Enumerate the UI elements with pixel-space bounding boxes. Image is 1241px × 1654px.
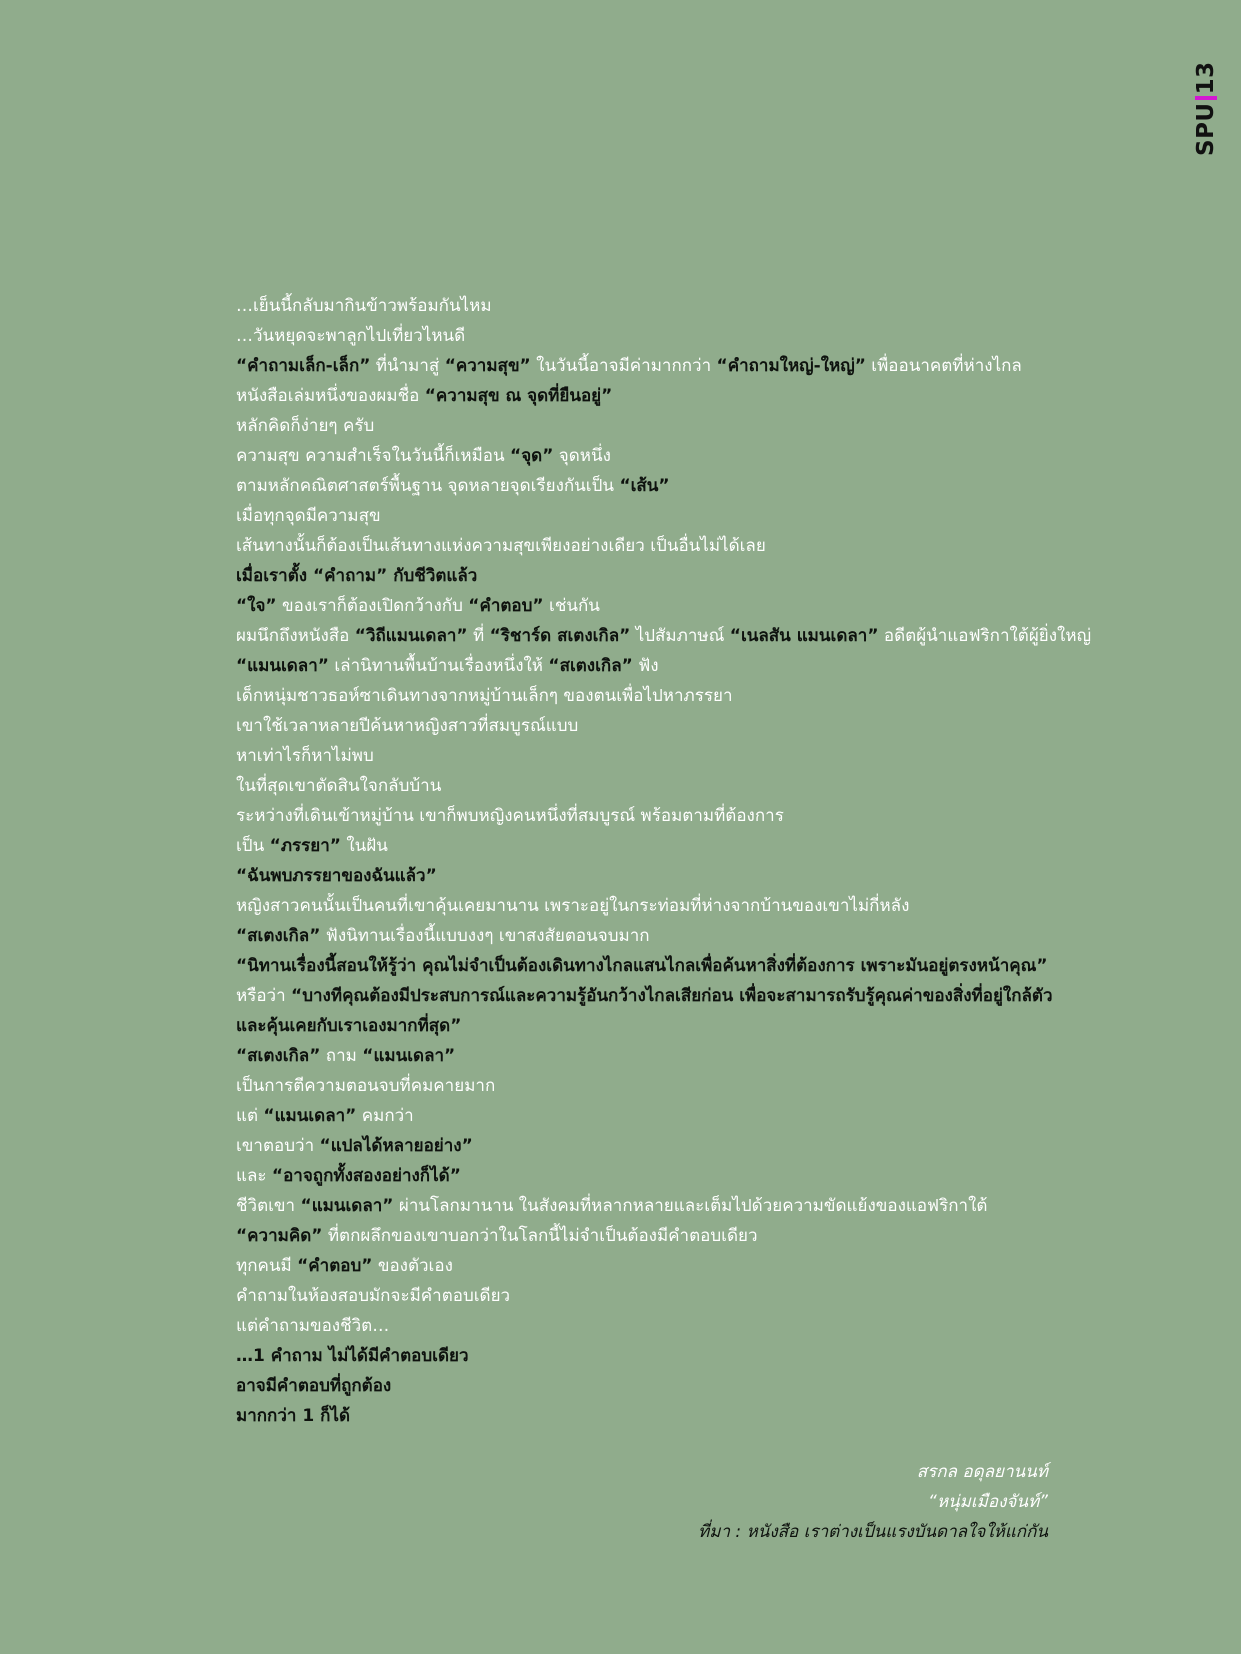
emphasis-text: “คำตอบ” bbox=[297, 1256, 373, 1276]
body-text: ที่ตกผลึกของเขาบอกว่าในโลกนี้ไม่จำเป็นต้องมีคำตอบเดียว bbox=[322, 1226, 758, 1246]
body-text: และ bbox=[236, 1166, 272, 1186]
body-text: แต่คำถามของชีวิต… bbox=[236, 1316, 390, 1336]
article-line bbox=[236, 321, 1066, 351]
article-line bbox=[236, 951, 1066, 981]
body-text: ในที่สุดเขาตัดสินใจกลับบ้าน bbox=[236, 776, 442, 796]
body-text: ของเราก็ต้องเปิดกว้างกับ bbox=[276, 596, 469, 616]
article-line bbox=[236, 1101, 1066, 1131]
body-text: เป็น bbox=[236, 836, 270, 856]
body-text: หาเท่าไรก็หาไม่พบ bbox=[236, 746, 374, 766]
body-text: ฟังนิทานเรื่องนี้แบบงงๆ เขาสงสัยตอนจบมาก bbox=[320, 926, 650, 946]
body-text: แต่ bbox=[236, 1106, 264, 1126]
body-text: ที่ bbox=[467, 626, 490, 646]
emphasis-text: “ใจ” bbox=[236, 596, 277, 616]
emphasis-text: “แมนเดลา” bbox=[362, 1046, 456, 1066]
body-text: ในวันนี้อาจมีค่ามากกว่า bbox=[530, 356, 717, 376]
body-text: ฟัง bbox=[632, 656, 659, 676]
emphasis-text: “อาจถูกทั้งสองอย่างก็ได้” bbox=[271, 1166, 461, 1186]
emphasis-text: “ภรรยา” bbox=[269, 836, 341, 856]
body-text: ถาม bbox=[320, 1046, 363, 1066]
body-text: เมื่อทุกจุดมีความสุข bbox=[236, 506, 381, 526]
article-line bbox=[236, 1161, 1066, 1191]
article-line bbox=[236, 1401, 1066, 1431]
body-text: หลักคิดก็ง่ายๆ ครับ bbox=[236, 416, 375, 436]
article-line bbox=[236, 351, 1066, 381]
article-line bbox=[236, 531, 1066, 561]
emphasis-text: “วิถีแมนเดลา” bbox=[354, 626, 468, 646]
article-line bbox=[236, 591, 1066, 621]
emphasis-text: “เส้น” bbox=[619, 476, 670, 496]
emphasis-text: “นิทานเรื่องนี้สอนให้รู้ว่า คุณไม่จำเป็นต้องเดินทางไกลแสนไกลเพื่อค้นหาสิ่งที่ต้องการ เพราะมันอยู่ตรงหน้าคุณ” bbox=[236, 956, 1048, 976]
emphasis-text: “คำตอบ” bbox=[468, 596, 544, 616]
body-text: คำถามในห้องสอบมักจะมีคำตอบเดียว bbox=[236, 1286, 511, 1306]
article-line bbox=[236, 501, 1066, 531]
emphasis-text: “สเตงเกิล” bbox=[236, 926, 321, 946]
body-text: หนังสือเล่มหนึ่งของผมชื่อ bbox=[236, 386, 425, 406]
article-line bbox=[236, 1131, 1066, 1161]
body-text: ในฝัน bbox=[340, 836, 388, 856]
body-text: ผมนึกถึงหนังสือ bbox=[236, 626, 355, 646]
article-line bbox=[236, 681, 1066, 711]
emphasis-text: “ความสุข” bbox=[444, 356, 531, 376]
author-pen-name: “หนุ่มเมืองจันท์” bbox=[928, 1492, 1048, 1512]
article-line bbox=[236, 1011, 1066, 1041]
body-text: ของตัวเอง bbox=[372, 1256, 453, 1276]
article-line bbox=[236, 291, 1066, 321]
body-text: เด็กหนุ่มชาวธอห์ซาเดินทางจากหมู่บ้านเล็กๆ ของตนเพื่อไปหาภรรยา bbox=[236, 686, 733, 706]
article-credits bbox=[698, 1457, 1048, 1547]
body-text: จุดหนึ่ง bbox=[553, 446, 611, 466]
article-line bbox=[236, 1281, 1066, 1311]
body-text: อดีตผู้นำแอฟริกาใต้ผู้ยิ่งใหญ่ bbox=[878, 626, 1092, 646]
article-line bbox=[236, 741, 1066, 771]
body-text: …วันหยุดจะพาลูกไปเที่ยวไหนดี bbox=[236, 326, 466, 346]
article-line bbox=[236, 1041, 1066, 1071]
body-text: …เย็นนี้กลับมากินข้าวพร้อมกันไหม bbox=[236, 296, 492, 316]
article-line bbox=[236, 831, 1066, 861]
article-body bbox=[236, 291, 1092, 1431]
source-citation: ที่มา : หนังสือ เราต่างเป็นแรงบันดาลใจให้แก่กัน bbox=[698, 1522, 1048, 1542]
emphasis-text: “ความสุข ณ จุดที่ยืนอยู่” bbox=[424, 386, 613, 406]
body-text: เส้นทางนั้นก็ต้องเป็นเส้นทางแห่งความสุขเพียงอย่างเดียว เป็นอื่นไม่ได้เลย bbox=[236, 536, 766, 556]
article-line bbox=[236, 411, 1066, 441]
emphasis-text: “คำถามใหญ่-ใหญ่” bbox=[716, 356, 866, 376]
article-line bbox=[236, 561, 1066, 591]
emphasis-text: เมื่อเราตั้ง “คำถาม” กับชีวิตแล้ว bbox=[236, 566, 478, 586]
emphasis-text: “คำถามเล็ก-เล็ก” bbox=[236, 356, 371, 376]
article-line bbox=[236, 471, 1066, 501]
body-text: เล่านิทานพื้นบ้านเรื่องหนึ่งให้ bbox=[328, 656, 549, 676]
body-text: ระหว่างที่เดินเข้าหมู่บ้าน เขาก็พบหญิงคนหนึ่งที่สมบูรณ์ พร้อมตามที่ต้องการ bbox=[236, 806, 784, 826]
article-line bbox=[236, 711, 1066, 741]
emphasis-text: “จุด” bbox=[510, 446, 554, 466]
emphasis-text: “แมนเดลา” bbox=[263, 1106, 357, 1126]
logo-accent-bar bbox=[1195, 96, 1217, 100]
author-name: สรกล อดุลยานนท์ bbox=[916, 1462, 1048, 1482]
emphasis-text: “เนลสัน แมนเดลา” bbox=[729, 626, 879, 646]
body-text: ผ่านโลกมานาน ในสังคมที่หลากหลายและเต็มไปด้วยความขัดแย้งของแอฟริกาใต้ bbox=[393, 1196, 988, 1216]
emphasis-text: อาจมีคำตอบที่ถูกต้อง bbox=[236, 1376, 392, 1396]
article-line bbox=[236, 651, 1066, 681]
body-text: คมกว่า bbox=[356, 1106, 414, 1126]
body-text: ทุกคนมี bbox=[236, 1256, 298, 1276]
article-line bbox=[236, 1311, 1066, 1341]
article-line bbox=[236, 891, 1066, 921]
body-text: หรือว่า bbox=[236, 986, 292, 1006]
article-line bbox=[236, 1191, 1066, 1221]
body-text: ไปสัมภาษณ์ bbox=[630, 626, 730, 646]
body-text: เช่นกัน bbox=[543, 596, 600, 616]
article-line bbox=[236, 1071, 1066, 1101]
article-line bbox=[236, 921, 1066, 951]
body-text: ตามหลักคณิตศาสตร์พื้นฐาน จุดหลายจุดเรียงกันเป็น bbox=[236, 476, 620, 496]
emphasis-text: …1 คำถาม ไม่ได้มีคำตอบเดียว bbox=[236, 1346, 469, 1366]
emphasis-text: “แมนเดลา” bbox=[300, 1196, 394, 1216]
body-text: เป็นการตีความตอนจบที่คมคายมาก bbox=[236, 1076, 496, 1096]
article-line bbox=[236, 1251, 1066, 1281]
emphasis-text: “แปลได้หลายอย่าง” bbox=[319, 1136, 473, 1156]
emphasis-text: “ฉันพบภรรยาของฉันแล้ว” bbox=[236, 866, 437, 886]
body-text: ความสุข ความสำเร็จในวันนี้ก็เหมือน bbox=[236, 446, 511, 466]
body-text: ที่นำมาสู่ bbox=[370, 356, 445, 376]
emphasis-text: และคุ้นเคยกับเราเองมากที่สุด” bbox=[236, 1016, 462, 1036]
article-line bbox=[236, 801, 1066, 831]
article-line bbox=[236, 1371, 1066, 1401]
emphasis-text: “บางทีคุณต้องมีประสบการณ์และความรู้อันกว้างไกลเสียก่อน เพื่อจะสามารถรับรู้คุณค่าของสิ่งที่อยู่ใกล้ตัว bbox=[291, 986, 1053, 1006]
emphasis-text: “สเตงเกิล” bbox=[548, 656, 633, 676]
emphasis-text: “สเตงเกิล” bbox=[236, 1046, 321, 1066]
body-text: ชีวิตเขา bbox=[236, 1196, 301, 1216]
emphasis-text: “ริชาร์ด สเตงเกิล” bbox=[489, 626, 631, 646]
article-line bbox=[236, 771, 1066, 801]
article-line bbox=[236, 1221, 1066, 1251]
emphasis-text: “แมนเดลา” bbox=[236, 656, 329, 676]
article-line bbox=[236, 1341, 1066, 1371]
body-text: เขาตอบว่า bbox=[236, 1136, 320, 1156]
emphasis-text: “ความคิด” bbox=[236, 1226, 323, 1246]
article-line bbox=[236, 381, 1066, 411]
article-line bbox=[236, 861, 1066, 891]
body-text: เขาใช้เวลาหลายปีค้นหาหญิงสาวที่สมบูรณ์แบบ bbox=[236, 716, 579, 736]
body-text: เพื่ออนาคตที่ห่างไกล bbox=[865, 356, 1022, 376]
body-text: หญิงสาวคนนั้นเป็นคนที่เขาคุ้นเคยมานาน เพราะอยู่ในกระท่อมที่ห่างจากบ้านของเขาไม่กี่หลัง bbox=[236, 896, 910, 916]
article-line bbox=[236, 441, 1066, 471]
logo-text: SPU bbox=[1193, 102, 1219, 156]
emphasis-text: มากกว่า 1 ก็ได้ bbox=[236, 1406, 350, 1426]
magazine-logo bbox=[1195, 62, 1217, 156]
article-line bbox=[236, 981, 1066, 1011]
article-line bbox=[236, 621, 1092, 651]
issue-number: 13 bbox=[1193, 61, 1219, 95]
